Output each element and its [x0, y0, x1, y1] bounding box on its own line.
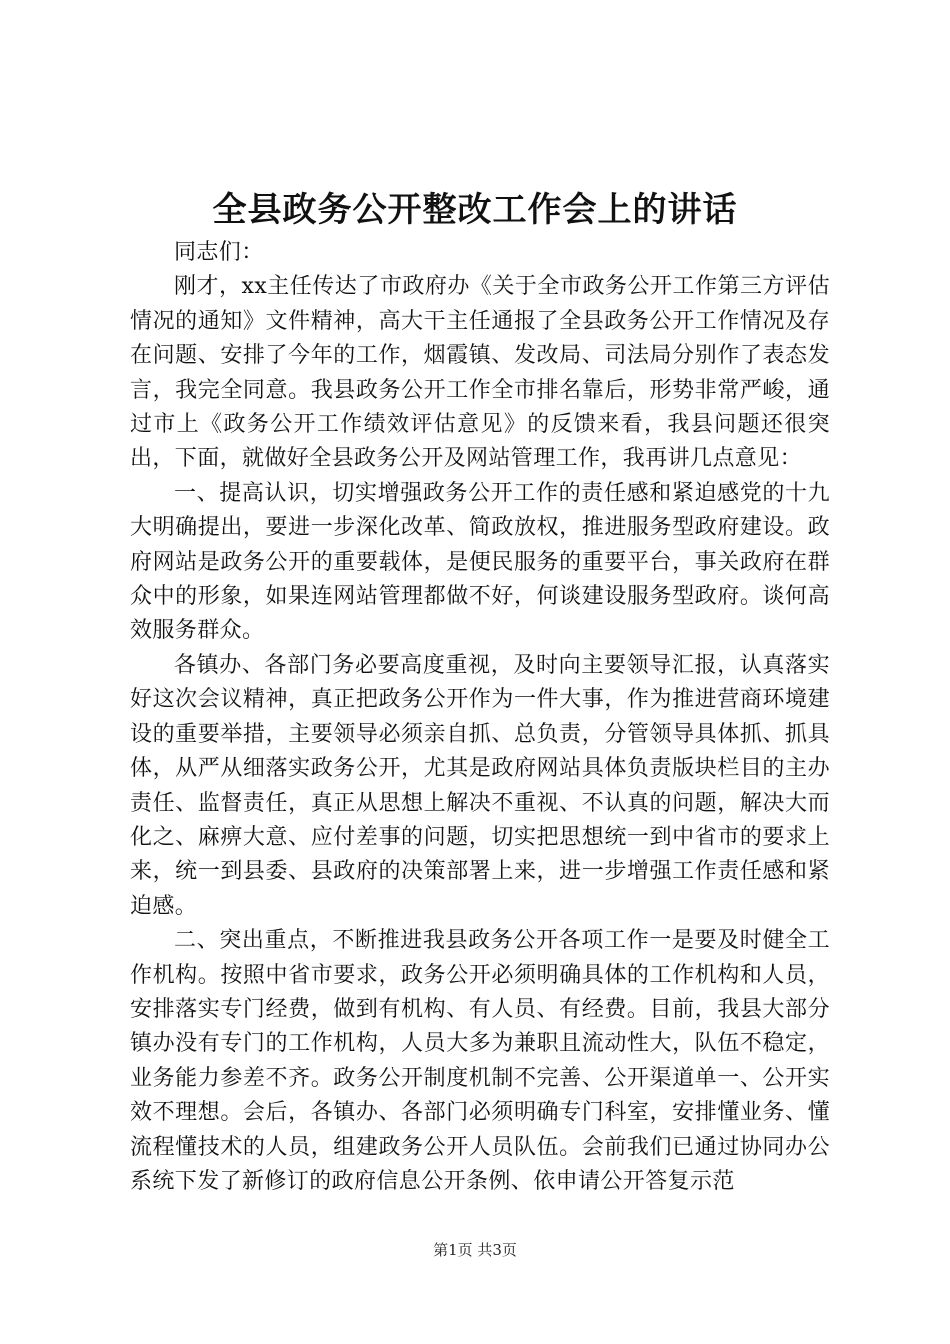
section-one-paragraph: 一、提高认识，切实增强政务公开工作的责任感和紧迫感党的十九大明确提出，要进一步深化改革、简政放权，推进服务型政府建设。政府网站是政务公开的重要载体，是便民服务的重要平台，事关政府在群众中的形象，如果连网站管理都做不好，何谈建设服务型政府。谈何高效服务群众。	[130, 480, 830, 644]
requirements-paragraph: 各镇办、各部门务必要高度重视，及时向主要领导汇报，认真落实好这次会议精神，真正把政务公开作为一件大事，作为推进营商环境建设的重要举措，主要领导必须亲自抓、总负责，分管领导具体抓、抓具体，从严从细落实政务公开，尤其是政府网站具体负责版块栏目的主办责任、监督责任，真正从思想上解决不重视、不认真的问题，解决大而化之、麻痹大意、应付差事的问题，切实把思想统一到中省市的要求上来，统一到县委、县政府的决策部署上来，进一步增强工作责任感和紧迫感。	[130, 652, 830, 919]
section-two-paragraph: 二、突出重点，不断推进我县政务公开各项工作一是要及时健全工作机构。按照中省市要求，政务公开必须明确具体的工作机构和人员，安排落实专门经费，做到有机构、有人员、有经费。目前，我县大部分镇办没有专门的工作机构，人员大多为兼职且流动性大，队伍不稳定，业务能力参差不齐。政务公开制度机制不完善、公开渠道单一、公开实效不理想。会后，各镇办、各部门必须明确专门科室，安排懂业务、懂流程懂技术的人员，组建政务公开人员队伍。会前我们已通过协同办公系统下发了新修订的政府信息公开条例、依申请公开答复示范	[130, 928, 830, 1194]
salutation-paragraph: 同志们：	[174, 240, 264, 265]
page-number-footer: 第1页 共3页	[433, 1241, 517, 1259]
intro-paragraph: 刚才，xx主任传达了市政府办《关于全市政务公开工作第三方评估情况的通知》文件精神，高大干主任通报了全县政务公开工作情况及存在问题、安排了今年的工作，烟霞镇、发改局、司法局分别作了表态发言，我完全同意。我县政务公开工作全市排名靠后，形势非常严峻，通过市上《政务公开工作绩效评估意见》的反馈来看，我县问题还很突出，下面，就做好全县政务公开及网站管理工作，我再讲几点意见：	[130, 274, 830, 472]
document-title: 全县政务公开整改工作会上的讲话	[212, 190, 738, 230]
document-body	[130, 236, 830, 1199]
